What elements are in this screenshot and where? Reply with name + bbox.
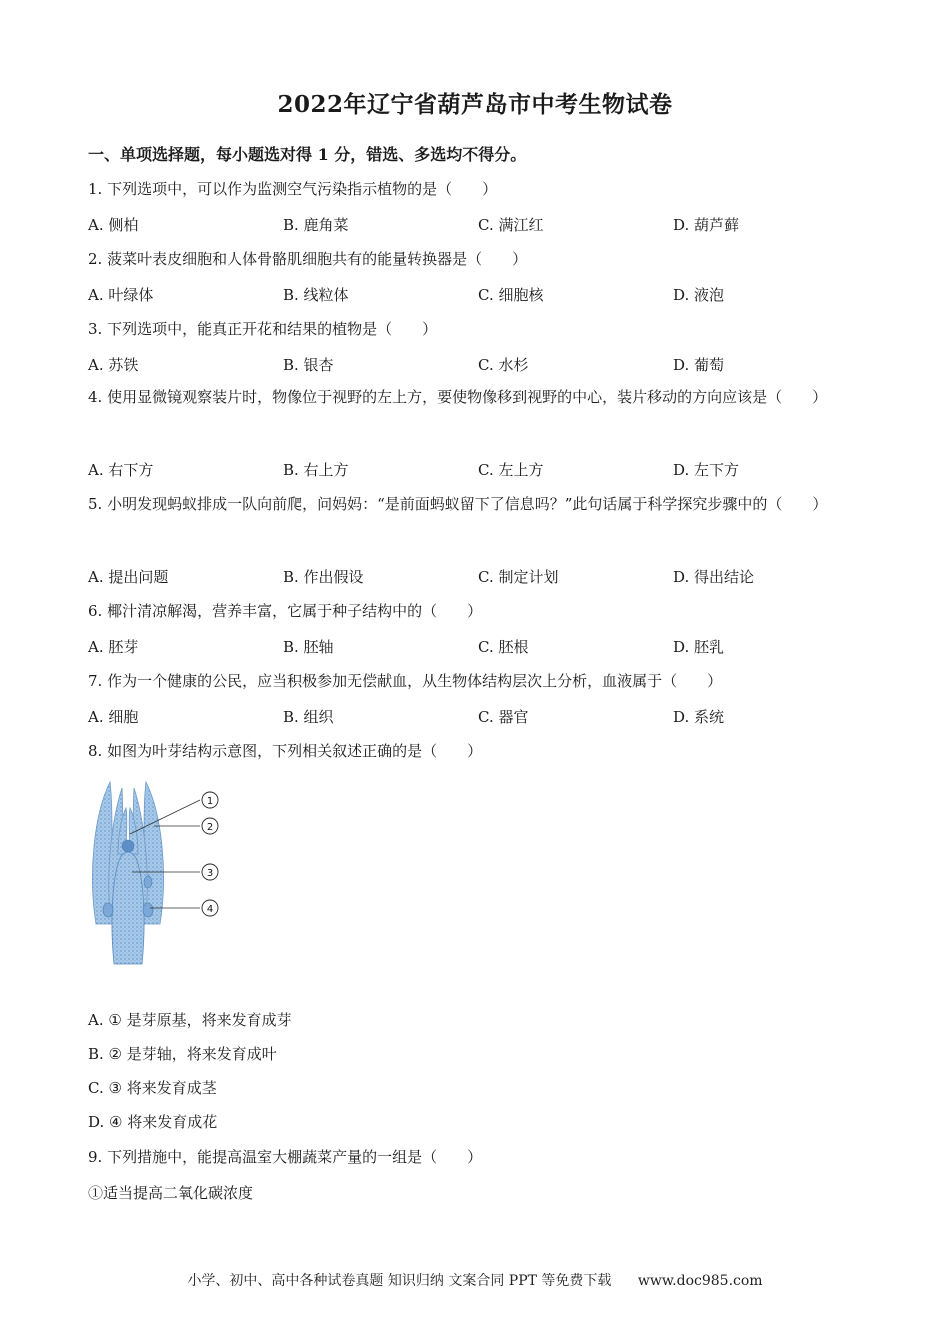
- option-d: D. 得出结论: [673, 568, 755, 586]
- question-6-stem: 6. 椰汁清凉解渴，营养丰富，它属于种子结构中的（ ）: [88, 602, 483, 620]
- option-a: A. 侧柏: [88, 216, 139, 234]
- option-c: C. 左上方: [478, 461, 544, 479]
- question-2-stem: 2. 菠菜叶表皮细胞和人体骨骼肌细胞共有的能量转换器是（ ）: [88, 250, 528, 268]
- option-a: A. 苏铁: [88, 356, 139, 374]
- section-heading: 一、单项选择题，每小题选对得 1 分，错选、多选均不得分。: [88, 145, 527, 164]
- question-8-option-a: A. ① 是芽原基，将来发育成芽: [88, 1011, 292, 1029]
- question-7-stem: 7. 作为一个健康的公民，应当积极参加无偿献血，从生物体结构层次上分析，血液属于（ ）: [88, 672, 723, 690]
- footer-text: 小学、初中、高中各种试卷真题 知识归纳 文案合同 PPT 等免费下载: [187, 1273, 612, 1289]
- question-6-options: [88, 636, 868, 660]
- option-d: D. 系统: [673, 708, 725, 726]
- svg-text:1: 1: [206, 796, 214, 807]
- option-b: B. 右上方: [283, 461, 349, 479]
- option-c: C. 细胞核: [478, 286, 544, 304]
- question-8-option-b: B. ② 是芽轴，将来发育成叶: [88, 1045, 277, 1063]
- option-b: B. 银杏: [283, 356, 334, 374]
- question-5-stem: 5. 小明发现蚂蚁排成一队向前爬，问妈妈：“是前面蚂蚁留下了信息吗？”此句话属于科学探究步骤中的（ ）: [88, 495, 828, 513]
- option-a: A. 提出问题: [88, 568, 169, 586]
- question-7-options: [88, 706, 868, 730]
- question-3-stem: 3. 下列选项中，能真正开花和结果的植物是（ ）: [88, 320, 438, 338]
- option-b: B. 鹿角菜: [283, 216, 349, 234]
- option-a: A. 右下方: [88, 461, 154, 479]
- option-d: D. 葡萄: [673, 356, 725, 374]
- option-d: D. 左下方: [673, 461, 740, 479]
- option-c: C. 器官: [478, 708, 529, 726]
- page-title: 2022年辽宁省葫芦岛市中考生物试卷: [277, 91, 673, 118]
- option-c: C. 水杉: [478, 356, 529, 374]
- question-4-options: [88, 459, 868, 483]
- question-9-stem: 9. 下列措施中，能提高温室大棚蔬菜产量的一组是（ ）: [88, 1148, 483, 1166]
- option-a: A. 细胞: [88, 708, 139, 726]
- option-b: B. 作出假设: [283, 568, 364, 586]
- page-footer: [0, 1270, 950, 1290]
- option-b: B. 线粒体: [283, 286, 349, 304]
- question-5-options: [88, 566, 868, 590]
- question-4-stem: 4. 使用显微镜观察装片时，物像位于视野的左上方，要使物像移到视野的中心，装片移动的方向应该是（ ）: [88, 388, 828, 406]
- option-b: B. 胚轴: [283, 638, 334, 656]
- option-c: C. 胚根: [478, 638, 529, 656]
- option-d: D. 液泡: [673, 286, 725, 304]
- footer-url[interactable]: www.doc985.com: [637, 1273, 763, 1289]
- question-8-option-d: D. ④ 将来发育成花: [88, 1113, 218, 1131]
- question-2-options: [88, 284, 868, 308]
- leaf-bud-diagram: [88, 774, 228, 970]
- svg-text:3: 3: [206, 868, 214, 879]
- question-1-stem: 1. 下列选项中，可以作为监测空气污染指示植物的是（ ）: [88, 180, 498, 198]
- question-8-option-c: C. ③ 将来发育成茎: [88, 1079, 217, 1097]
- question-3-options: [88, 354, 868, 378]
- svg-text:2: 2: [206, 822, 214, 833]
- option-d: D. 葫芦藓: [673, 216, 740, 234]
- option-a: A. 胚芽: [88, 638, 139, 656]
- svg-text:4: 4: [206, 904, 214, 915]
- option-c: C. 制定计划: [478, 568, 559, 586]
- question-9-item-1: ①适当提高二氧化碳浓度: [88, 1184, 254, 1202]
- option-c: C. 满江红: [478, 216, 544, 234]
- option-b: B. 组织: [283, 708, 334, 726]
- option-a: A. 叶绿体: [88, 286, 154, 304]
- question-8-stem: 8. 如图为叶芽结构示意图，下列相关叙述正确的是（ ）: [88, 742, 483, 760]
- option-d: D. 胚乳: [673, 638, 725, 656]
- question-1-options: [88, 214, 868, 238]
